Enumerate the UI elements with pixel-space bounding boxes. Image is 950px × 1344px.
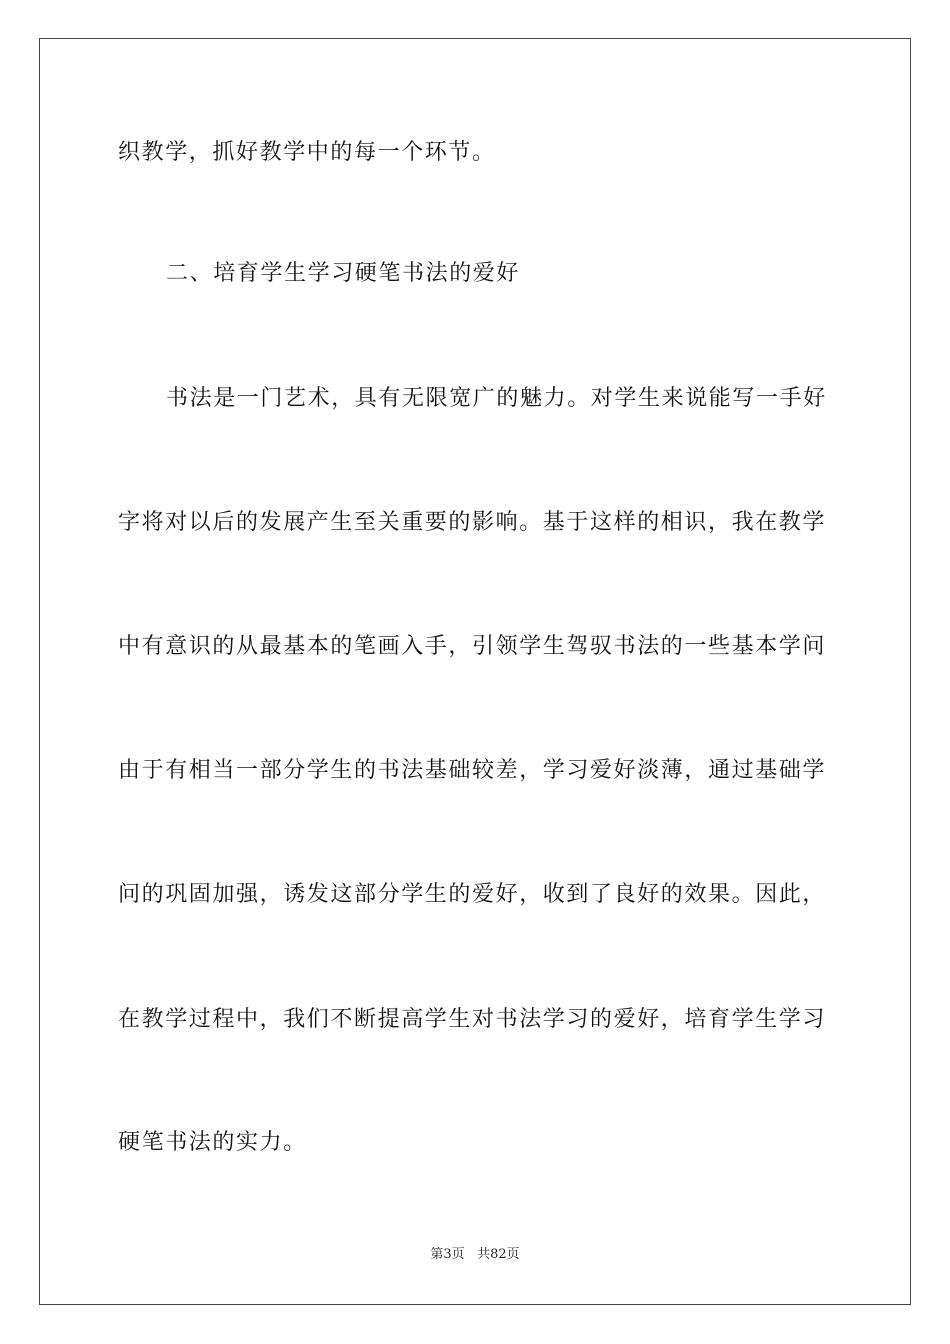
body-text-line: 问的巩固加强，诱发这部分学生的爱好，收到了良好的效果。因此， bbox=[118, 882, 827, 907]
page-border bbox=[39, 38, 911, 1305]
page-footer bbox=[0, 1246, 950, 1264]
page-total: 共82页 bbox=[477, 1247, 520, 1262]
body-text-line: 在教学过程中，我们不断提高学生对书法学习的爱好，培育学生学习 bbox=[118, 1007, 827, 1032]
body-text-line: 由于有相当一部分学生的书法基础较差，学习爱好淡薄，通过基础学 bbox=[118, 758, 827, 783]
body-text-line: 织教学，抓好教学中的每一个环节。 bbox=[118, 140, 496, 165]
body-text-line: 硬笔书法的实力。 bbox=[118, 1130, 307, 1155]
body-text-line: 中有意识的从最基本的笔画入手，引领学生驾驭书法的一些基本学问 bbox=[118, 634, 827, 659]
paragraph-first-line: 书法是一门艺术，具有无限宽广的魅力。对学生来说能写一手好 bbox=[166, 386, 827, 411]
body-text-line: 字将对以后的发展产生至关重要的影响。基于这样的相识，我在教学 bbox=[118, 510, 827, 535]
section-heading: 二、培育学生学习硬笔书法的爱好 bbox=[166, 261, 521, 286]
page-number: 第3页 bbox=[430, 1247, 465, 1262]
